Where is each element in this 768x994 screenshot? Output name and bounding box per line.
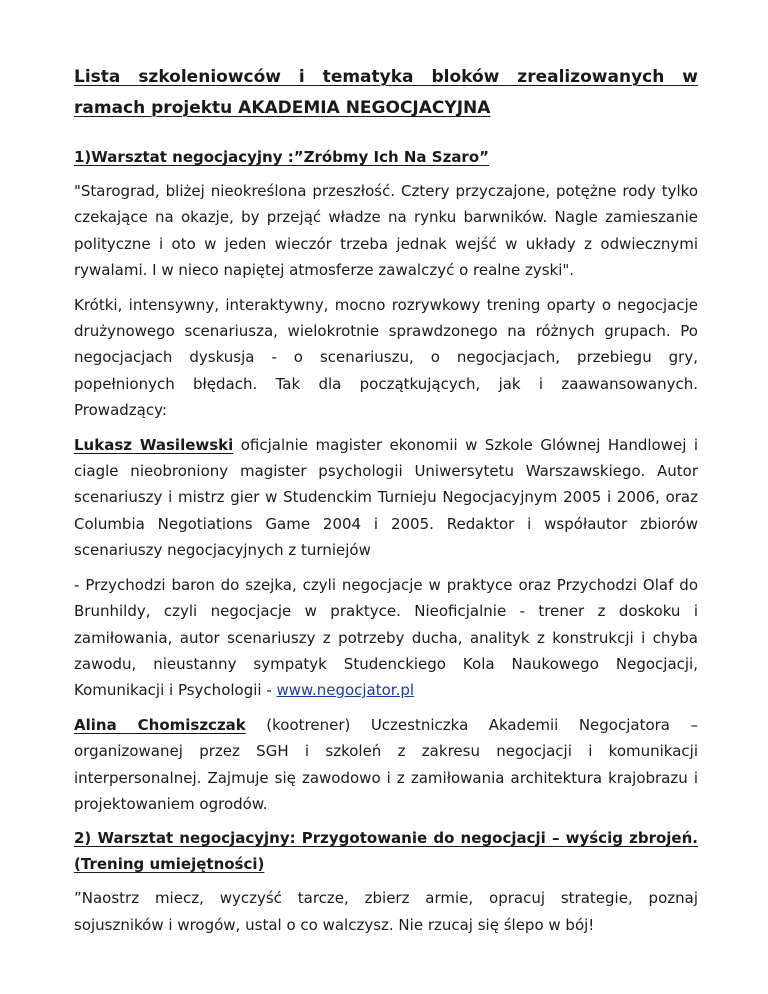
trainer1-bio: oficjalnie magister ekonomii w Szkole Glównej Handlowej i ciagle nieobroniony magister psychologii Uniwersytetu Warszawskiego. Autor scenariuszy i mistrz gier w Studenckim Turnieju Negocjacyjnym 2005 i 2006, oraz Columbia Negotiations Game 2004 i 2005. Redaktor i współautor zbiorów scenariuszy negocjacyjnych z turniejów: [74, 435, 698, 560]
section1-description: Krótki, intensywny, interaktywny, mocno rozrywkowy trening oparty o negocjacje drużynowego scenariusza, wielokrotnie sprawdzonego na różnych grupach. Po negocjacjach dyskusja - o scenariuszu, o negocjacjach, przebiegu gry, popełnionych błędach. Tak dla początkujących, jak i zaawansowanych. Prowadzący:: [74, 295, 698, 420]
trainer1-name: Lukasz Wasilewski: [74, 435, 234, 454]
section2-heading: 2) Warsztat negocjacyjny: Przygotowanie do negocjacji – wyścig zbrojeń. (Trening umiejętności): [74, 829, 698, 874]
trainer2-paragraph: [74, 712, 698, 818]
section2-quote: ”Naostrz miecz, wyczyść tarcze, zbierz armie, opracuj strategie, poznaj sojuszników i wrogów, ustal o co walczysz. Nie rzucaj się ślepo w bój!: [74, 889, 698, 934]
trainer2-name: Alina Chomiszczak: [74, 715, 246, 734]
negocjator-link[interactable]: www.negocjator.pl: [276, 681, 415, 700]
document-page: [74, 0, 698, 938]
section1-heading: 1)Warsztat negocjacyjny :”Zróbmy Ich Na Szaro”: [74, 148, 489, 166]
document-title: Lista szkoleniowców i tematyka bloków zrealizowanych w ramach projektu AKADEMIA NEGOCJACYJNA: [74, 67, 698, 118]
trainer1-paragraph: [74, 432, 698, 564]
trainer1-paragraph-2: [74, 572, 698, 704]
trainer2-bio: (kootrener) Uczestniczka Akademii Negocjatora – organizowanej przez SGH i szkoleń z zakresu negocjacji i komunikacji interpersonalnej. Zajmuje się zawodowo i z zamiłowania architektura krajobrazu i projektowaniem ogrodów.: [74, 715, 698, 813]
section1-quote: "Starograd, bliżej nieokreślona przeszłość. Cztery przyczajone, potężne rody tylko czekające na okazje, by przejąć władze na rynku barwników. Nagle zamieszanie polityczne i oto w jeden wieczór trzeba jednak wejść w układy z odwiecznymi rywalami. I w nieco napiętej atmosferze zawalczyć o realne zyski".: [74, 182, 698, 280]
trainer1-bio-2: - Przychodzi baron do szejka, czyli negocjacje w praktyce oraz Przychodzi Olaf do Brunhildy, czyli negocjacje w praktyce. Nieoficjalnie - trener z doskoku i zamiłowania, autor scenariuszy z potrzeby ducha, analityk z konstrukcji i chyba zawodu, nieustanny sympatyk Studenckiego Kola Naukowego Negocjacji, Komunikacji i Psychologii -: [74, 575, 698, 700]
